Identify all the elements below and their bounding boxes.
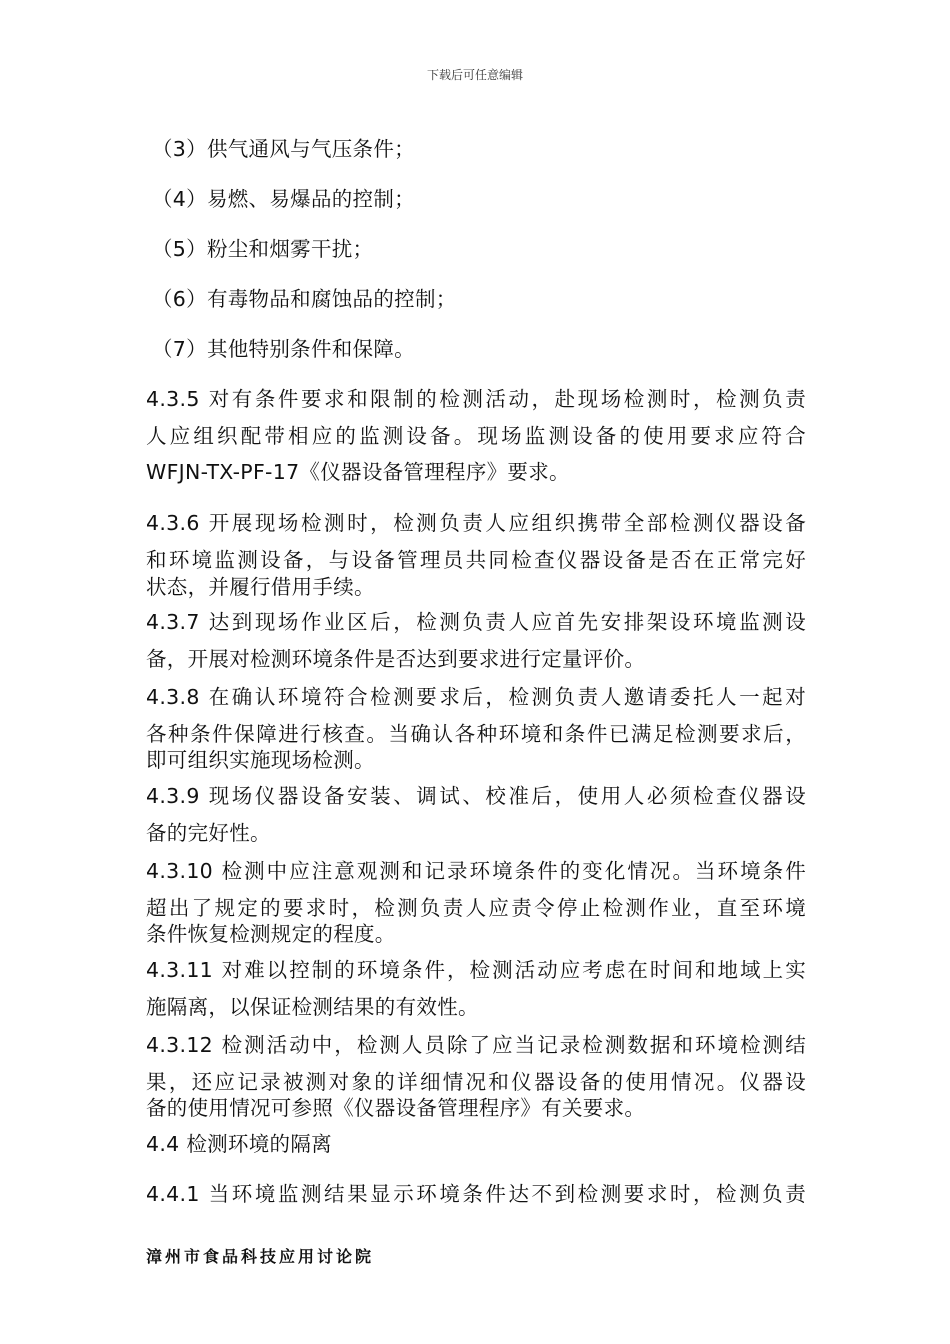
para-4-3-6-line-1: 4.3.6 开展现场检测时，检测负责人应组织携带全部检测仪器设备: [146, 511, 806, 535]
para-4-3-9-line-2: 备的完好性。: [146, 821, 271, 845]
para-4-3-6-line-3: 状态，并履行借用手续。: [146, 575, 375, 599]
para-4-3-10-line-1: 4.3.10 检测中应注意观测和记录环境条件的变化情况。当环境条件: [146, 859, 806, 883]
para-4-3-5-line-2: 人应组织配带相应的监测设备。现场监测设备的使用要求应符合: [146, 424, 806, 448]
page-footer: 漳州市食品科技应用讨论院: [146, 1247, 375, 1266]
para-4-3-10-line-2: 超出了规定的要求时，检测负责人应责令停止检测作业，直至环境: [146, 896, 806, 920]
para-4-3-8-line-1: 4.3.8 在确认环境符合检测要求后，检测负责人邀请委托人一起对: [146, 685, 806, 709]
list-item-7: （7）其他特别条件和保障。: [152, 337, 415, 361]
para-4-3-11-line-2: 施隔离，以保证检测结果的有效性。: [146, 995, 479, 1019]
para-4-3-12-line-1: 4.3.12 检测活动中，检测人员除了应当记录检测数据和环境检测结: [146, 1033, 806, 1057]
para-4-3-10-line-3: 条件恢复检测规定的程度。: [146, 922, 396, 946]
list-item-3: （3）供气通风与气压条件；: [152, 137, 415, 161]
para-4-3-12-line-3: 备的使用情况可参照《仪器设备管理程序》有关要求。: [146, 1096, 646, 1120]
para-4-4-1-line-1: 4.4.1 当环境监测结果显示环境条件达不到检测要求时，检测负责: [146, 1182, 806, 1206]
section-heading-4-4: 4.4 检测环境的隔离: [146, 1132, 332, 1156]
para-4-3-8-line-3: 即可组织实施现场检测。: [146, 748, 375, 772]
para-4-3-9-line-1: 4.3.9 现场仪器设备安装、调试、校准后，使用人必须检查仪器设: [146, 784, 806, 808]
list-item-6: （6）有毒物品和腐蚀品的控制；: [152, 287, 457, 311]
list-item-5: （5）粉尘和烟雾干扰；: [152, 237, 374, 261]
page-header: 下载后可任意编辑: [426, 68, 523, 82]
para-4-3-7-line-2: 备，开展对检测环境条件是否达到要求进行定量评价。: [146, 647, 646, 671]
para-4-3-6-line-2: 和环境监测设备，与设备管理员共同检查仪器设备是否在正常完好: [146, 548, 806, 572]
para-4-3-5-line-3: WFJN-TX-PF-17《仪器设备管理程序》要求。: [146, 460, 570, 484]
para-4-3-8-line-2: 各种条件保障进行核查。当确认各种环境和条件已满足检测要求后，: [146, 722, 806, 746]
para-4-3-5-line-1: 4.3.5 对有条件要求和限制的检测活动，赴现场检测时，检测负责: [146, 387, 806, 411]
para-4-3-7-line-1: 4.3.7 达到现场作业区后，检测负责人应首先安排架设环境监测设: [146, 610, 806, 634]
list-item-4: （4）易燃、易爆品的控制；: [152, 187, 415, 211]
para-4-3-12-line-2: 果，还应记录被测对象的详细情况和仪器设备的使用情况。仪器设: [146, 1070, 806, 1094]
para-4-3-11-line-1: 4.3.11 对难以控制的环境条件，检测活动应考虑在时间和地域上实: [146, 958, 806, 982]
